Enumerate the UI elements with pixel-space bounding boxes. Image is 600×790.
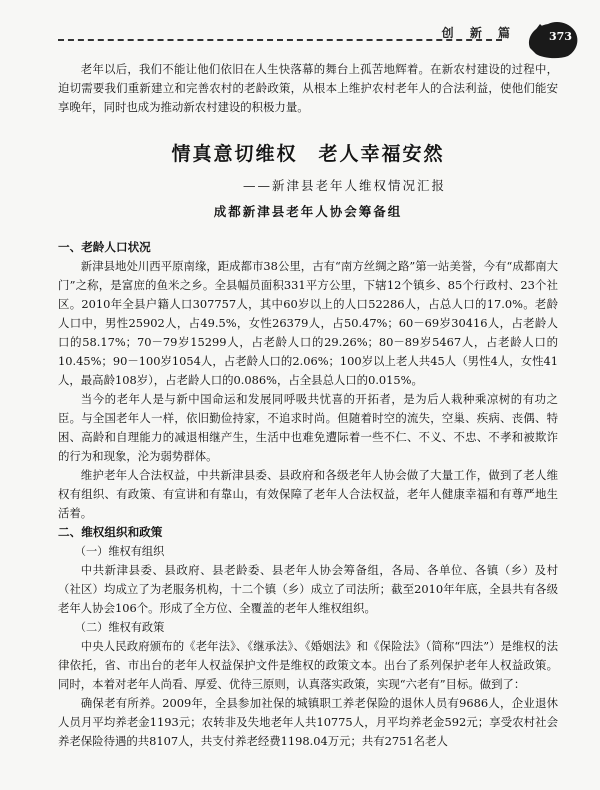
- section-heading: 二、维权组织和政策: [58, 525, 163, 539]
- page-header: [58, 18, 580, 58]
- page-number: 373: [549, 30, 572, 43]
- body-paragraph: 确保老有所养。2009年，全县参加社保的城镇职工养老保险的退休人员有9686人，企业退休人员月平均养老金1193元；农转非及失地老年人共10775人，月平均养老金592元；享受农村社会养老保险待遇的共8107人，共支付养老经费1198.04万元；共有2751名老人: [58, 696, 558, 748]
- intro-paragraph: 老年以后，我们不能让他们依旧在人生快落幕的舞台上孤苦地辉着。在新农村建设的过程中，迫切需要我们重新建立和完善农村的老龄政策，从根本上维护农村老年人的合法利益，使他们能安享晚年，同时也成为推动新农村建设的积极力量。: [58, 62, 558, 114]
- section-heading: 一、老龄人口状况: [58, 240, 151, 254]
- article-title: 情真意切维权 老人幸福安然: [171, 143, 445, 165]
- subsection-heading: （一）维权有组织: [74, 545, 165, 558]
- subsection-heading: （二）维权有政策: [74, 621, 165, 634]
- article-author: 成都新津县老年人协会筹备组: [213, 204, 403, 219]
- header-dashed-rule: [58, 39, 502, 41]
- body-paragraph: 维护老年人合法权益，中共新津县委、县政府和各级老年人协会做了大量工作，做到了老人维权有组织、有政策、有宣讲和有靠山，有效保障了老年人合法权益，老年人健康幸福和有尊严地生活着。: [58, 468, 558, 520]
- body-paragraph: 当今的老年人是与新中国命运和发展同呼吸共忧喜的开拓者，是为后人栽种乘凉树的有功之臣。与全国老年人一样，依旧勤俭持家，不追求时尚。但随着时空的流失，空巢、疾病、丧偶、特困、高龄和自理能力的减退相继产生，生活中也难免遭际着一些不仁、不义、不忠、不孝和被欺诈的行为和现象，沦为弱势群体。: [58, 392, 558, 463]
- article-subtitle: ——新津县老年人维权情况汇报: [242, 178, 446, 193]
- section-name: 创 新 篇: [441, 26, 516, 40]
- body-paragraph: 中共新津县委、县政府、县老龄委、县老年人协会筹备组，各局、各单位、各镇（乡）及村（社区）均成立了为老服务机构，十二个镇（乡）成立了司法所；截至2010年年底，全县共有各级老年人协会106个。形成了全方位、全覆盖的老年人维权组织。: [58, 563, 558, 615]
- body-paragraph: 新津县地处川西平原南缘，距成都市38公里，古有“南方丝绸之路”第一站美誉，今有“成都南大门”之称，是富庶的鱼米之乡。全县幅员面积331平方公里，下辖12个镇乡、85个行政村、23个社区。2010年全县户籍人口307757人，其中60岁以上的人口52286人，占总人口的17.0%。老龄人口中，男性25902人，占49.5%，女性26379人，占50.47%；60－69岁30416人，占老龄人口的58.17%；70－79岁15299人，占老龄人口的29.26%；80－89岁5467人，占老龄人口的10.45%；90－100岁1054人，占老龄人口的2.06%；100岁以上老人共45人（男性4人，女性41人，最高龄108岁），占老龄人口的0.086%，占全县总人口的0.015%。: [58, 259, 558, 387]
- body-paragraph: 中央人民政府颁布的《老年法》、《继承法》、《婚姻法》和《保险法》（简称“四法”）是维权的法律依托，省、市出台的老年人权益保护文件是维权的政策文本。出台了系列保护老年人权益政策。同时，本着对老年人尚看、厚爱、优待三原则，认真落实政策，实现“六老有”目标。做到了：: [58, 639, 558, 691]
- document-body: [58, 60, 558, 751]
